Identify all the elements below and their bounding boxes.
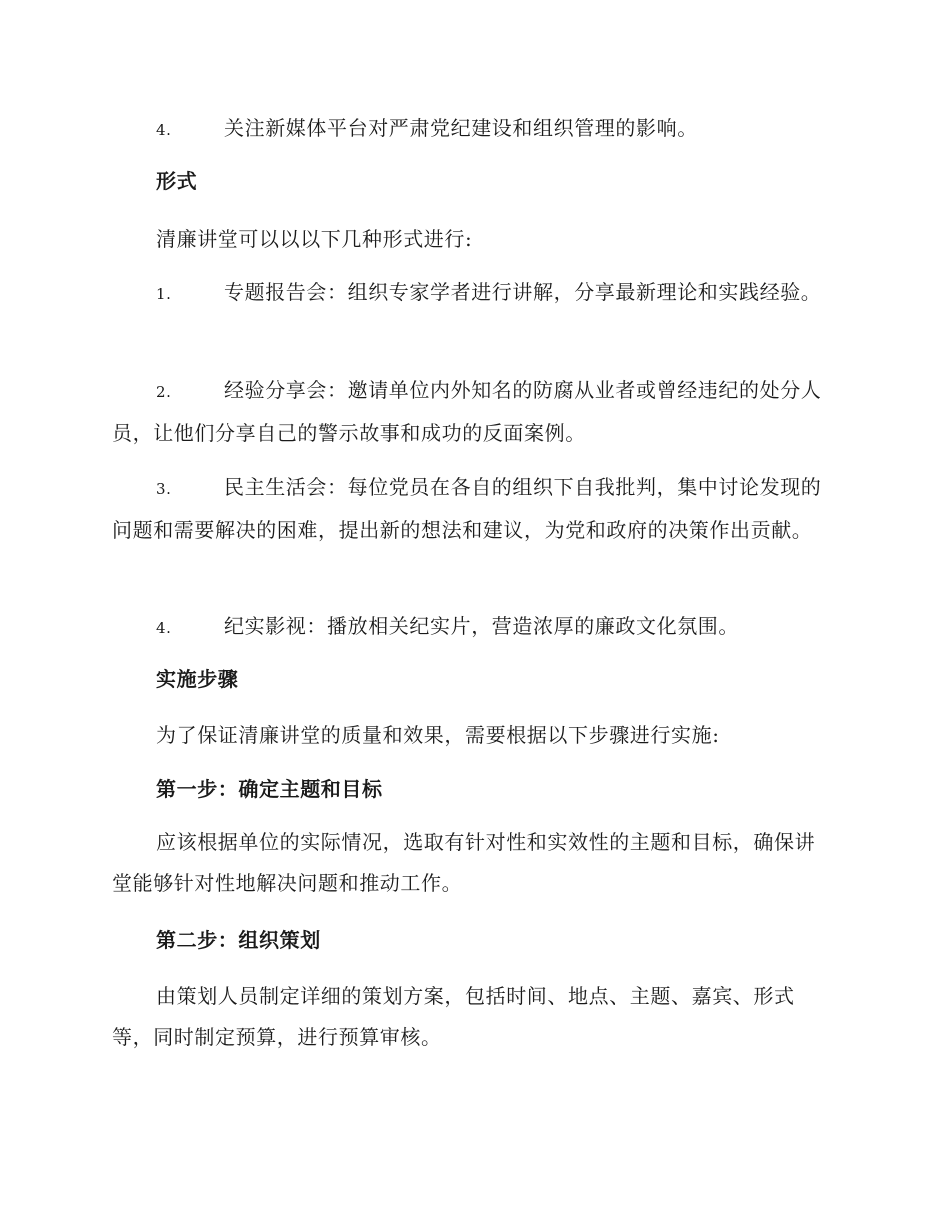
step2-paragraph: 由策划人员制定详细的策划方案，包括时间、地点、主题、嘉宾、形式等，同时制定预算，进行预算审核。 — [112, 984, 795, 1049]
list-number: 3. — [156, 480, 172, 498]
list-item-democratic-meeting — [112, 467, 834, 551]
list-number: 4. — [156, 121, 172, 139]
list-item-report-meeting — [112, 272, 834, 315]
list-item-experience-sharing — [112, 370, 834, 454]
list-item-text: 关注新媒体平台对严肃党纪建设和组织管理的影响。 — [224, 116, 698, 140]
steps-intro-paragraph: 为了保证清廉讲堂的质量和效果，需要根据以下步骤进行实施: — [156, 723, 720, 747]
list-item-documentary — [112, 606, 834, 649]
list-item-text: 民主生活会：每位党员在各自的组织下自我批判，集中讨论发现的问题和需要解决的困难，提出新的想法和建议，为党和政府的决策作出贡献。 — [112, 475, 822, 542]
section-heading-form: 形式 — [156, 169, 198, 193]
list-number: 2. — [156, 383, 172, 401]
list-item-text: 专题报告会：组织专家学者进行讲解，分享最新理论和实践经验。 — [224, 280, 822, 304]
section-heading-steps: 实施步骤 — [156, 667, 239, 691]
list-number: 1. — [156, 285, 172, 303]
step2-heading: 第二步：组织策划 — [156, 928, 321, 952]
list-item-text: 经验分享会：邀请单位内外知名的防腐从业者或曾经违纪的处分人员，让他们分享自己的警示故事和成功的反面案例。 — [112, 378, 822, 445]
step1-heading: 第一步：确定主题和目标 — [156, 777, 383, 801]
list-item-text: 纪实影视：播放相关纪实片，营造浓厚的廉政文化氛围。 — [224, 614, 739, 638]
step1-paragraph: 应该根据单位的实际情况，选取有针对性和实效性的主题和目标，确保讲堂能够针对性地解决问题和推动工作。 — [112, 830, 816, 895]
form-intro-paragraph: 清廉讲堂可以以以下几种形式进行: — [156, 227, 473, 251]
list-item-media-impact — [112, 108, 834, 151]
list-number: 4. — [156, 619, 172, 637]
